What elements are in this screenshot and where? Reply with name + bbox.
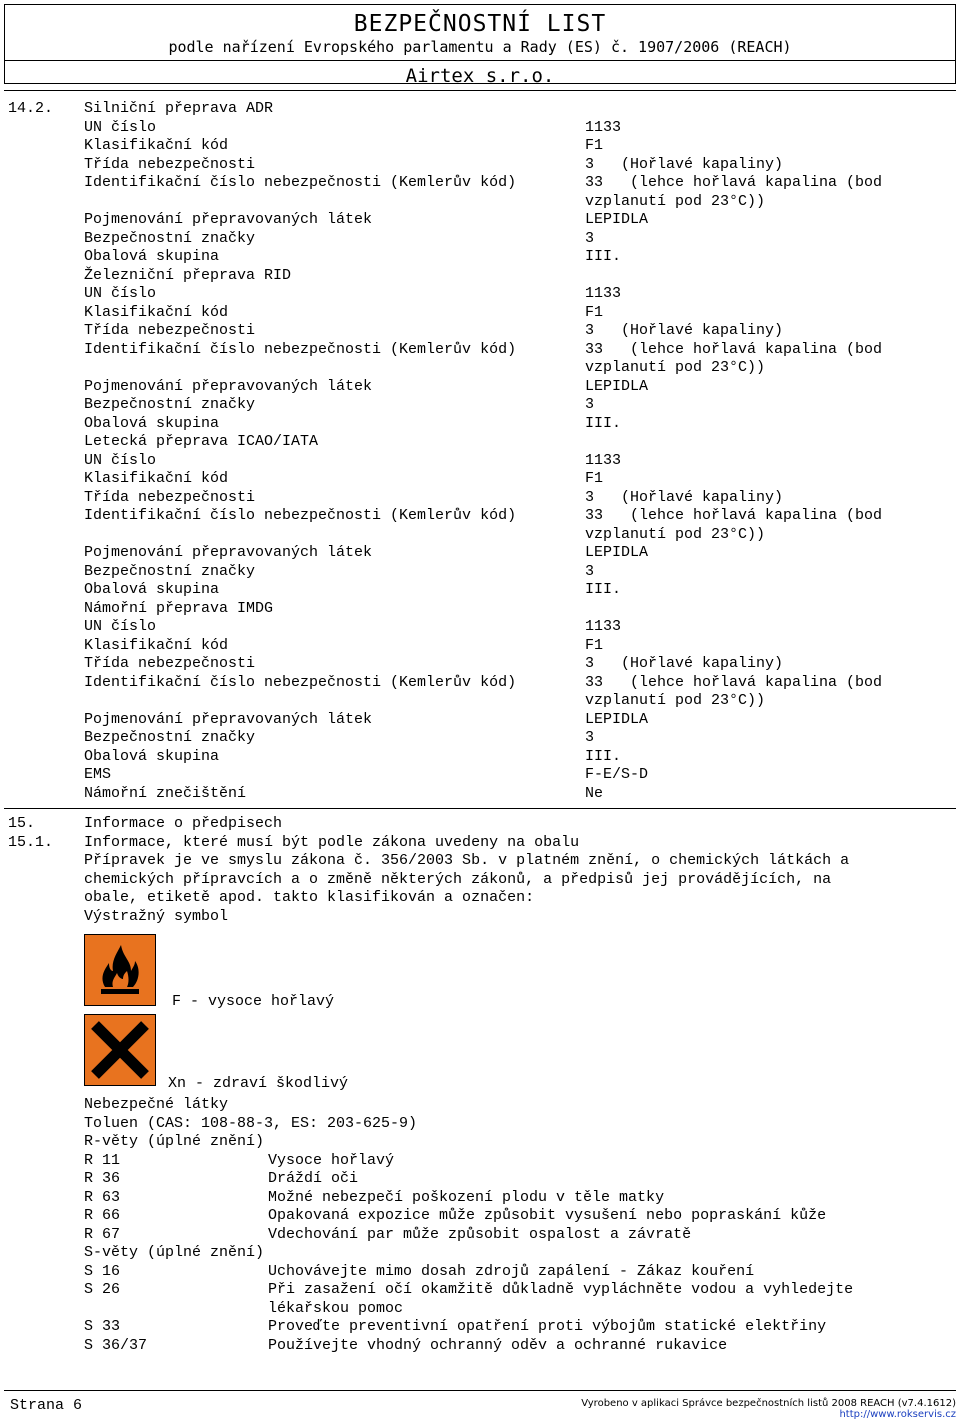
s-phrase-code: S 26 bbox=[84, 1281, 121, 1298]
field-value: F1 bbox=[585, 636, 604, 654]
page-number: Strana 6 bbox=[10, 1397, 83, 1414]
document-subtitle: podle nařízení Evropského parlamentu a Rady (ES) č. 1907/2006 (REACH) bbox=[168, 38, 792, 56]
field-value: F1 bbox=[585, 470, 604, 487]
field-label: Třída nebezpečnosti bbox=[84, 488, 256, 506]
flame-pictogram-icon bbox=[84, 934, 156, 1006]
r-phrase-text: Vdechování par může způsobit ospalost a závratě bbox=[268, 1225, 692, 1243]
field-label: Třída nebezpečnosti bbox=[84, 155, 256, 173]
field-label: Bezpečnostní značky bbox=[84, 562, 256, 580]
field-label: Námořní znečištění bbox=[84, 784, 247, 802]
s-phrase-text: Při zasažení očí okamžitě důkladně vypláchněte vodou a vyhledejte bbox=[268, 1281, 854, 1298]
field-value: III. bbox=[585, 248, 622, 265]
field-value: 3 (Hořlavé kapaliny) bbox=[585, 488, 784, 506]
field-label: Obalová skupina bbox=[84, 248, 220, 265]
field-value: III. bbox=[585, 747, 622, 765]
field-label: Identifikační číslo nebezpečnosti (Kemlerův kód) bbox=[84, 174, 517, 191]
r-phrase-code: R 66 bbox=[84, 1207, 121, 1224]
field-value: 3 bbox=[585, 229, 595, 247]
symbol-heading: Výstražný symbol bbox=[84, 907, 229, 925]
paragraph-line: obale, etiketě apod. takto klasifikován a označen: bbox=[84, 889, 535, 906]
field-label: Pojmenování přepravovaných látek bbox=[84, 710, 373, 728]
r-phrase-code: R 67 bbox=[84, 1225, 121, 1243]
subsection-number: 15.1. bbox=[8, 833, 54, 851]
r-phrase-code: R 36 bbox=[84, 1170, 121, 1187]
field-value: 1133 bbox=[585, 118, 622, 136]
section-title: Informace o předpisech bbox=[84, 815, 283, 832]
field-value: 33 (lehce hořlavá kapalina (bod bbox=[585, 507, 883, 524]
s-phrase-code: S 33 bbox=[84, 1318, 121, 1335]
r-phrase-text: Opakovaná expozice může způsobit vysušení nebo popraskání kůže bbox=[268, 1207, 827, 1224]
transport-mode-title: Letecká přeprava ICAO/IATA bbox=[84, 433, 319, 450]
symbol-label: Xn - zdraví škodlivý bbox=[168, 1075, 349, 1092]
field-value: 3 (Hořlavé kapaliny) bbox=[585, 155, 784, 173]
field-label: Identifikační číslo nebezpečnosti (Kemlerův kód) bbox=[84, 340, 517, 358]
field-label: Bezpečnostní značky bbox=[84, 229, 256, 247]
field-label: EMS bbox=[84, 766, 112, 783]
transport-mode-title: Námořní přeprava IMDG bbox=[84, 599, 274, 617]
s-phrase-code: S 36/37 bbox=[84, 1336, 148, 1354]
footer-divider bbox=[4, 1390, 956, 1391]
field-value: 3 bbox=[585, 562, 595, 580]
field-value: LEPIDLA bbox=[585, 544, 649, 561]
field-value: 3 bbox=[585, 729, 595, 746]
field-value: III. bbox=[585, 581, 622, 598]
company-name: Airtex s.r.o. bbox=[405, 65, 555, 87]
field-value: LEPIDLA bbox=[585, 211, 649, 228]
field-value: Ne bbox=[585, 784, 604, 802]
header-divider bbox=[5, 60, 955, 61]
section-number: 14.2. bbox=[8, 100, 54, 117]
field-label: Klasifikační kód bbox=[84, 303, 229, 321]
s-phrases-heading: S-věty (úplné znění) bbox=[84, 1244, 265, 1261]
field-value: 3 (Hořlavé kapaliny) bbox=[585, 655, 784, 672]
section-divider-top bbox=[4, 90, 956, 91]
paragraph-line: Přípravek je ve smyslu zákona č. 356/2003 Sb. v platném znění, o chemických látkách a bbox=[84, 852, 850, 869]
s-phrase-text: Používejte vhodný ochranný oděv a ochranné rukavice bbox=[268, 1336, 728, 1354]
field-value-continued: vzplanutí pod 23°C)) bbox=[585, 692, 766, 709]
s-phrase-text: Uchovávejte mimo dosah zdrojů zapálení - Zákaz kouření bbox=[268, 1262, 755, 1280]
field-value: 33 (lehce hořlavá kapalina (bod bbox=[585, 673, 883, 691]
field-label: Klasifikační kód bbox=[84, 636, 229, 654]
field-label: Obalová skupina bbox=[84, 414, 220, 432]
field-value: 1133 bbox=[585, 451, 622, 469]
field-value-continued: vzplanutí pod 23°C)) bbox=[585, 359, 766, 376]
field-label: UN číslo bbox=[84, 618, 157, 635]
document-title: BEZPEČNOSTNÍ LIST bbox=[353, 11, 607, 37]
field-value-continued: vzplanutí pod 23°C)) bbox=[585, 525, 766, 543]
symbol-label: F - vysoce hořlavý bbox=[172, 993, 335, 1010]
field-label: Obalová skupina bbox=[84, 581, 220, 598]
document-header bbox=[4, 4, 956, 87]
transport-mode-title: Silniční přeprava ADR bbox=[84, 100, 274, 117]
field-label: Identifikační číslo nebezpečnosti (Kemlerův kód) bbox=[84, 507, 517, 524]
field-label: Třída nebezpečnosti bbox=[84, 322, 256, 339]
r-phrases-heading: R-věty (úplné znění) bbox=[84, 1133, 265, 1150]
field-value: LEPIDLA bbox=[585, 710, 649, 728]
field-label: Obalová skupina bbox=[84, 747, 220, 765]
field-value-continued: vzplanutí pod 23°C)) bbox=[585, 192, 766, 210]
field-value: F1 bbox=[585, 137, 604, 154]
r-phrase-text: Dráždí oči bbox=[268, 1170, 359, 1187]
produced-by: Vyrobeno v aplikaci Správce bezpečnostních listů 2008 REACH (v7.4.1612) bbox=[581, 1398, 956, 1409]
field-label: UN číslo bbox=[84, 451, 157, 469]
field-value: 33 (lehce hořlavá kapalina (bod bbox=[585, 340, 883, 358]
s-phrase-text: Proveďte preventivní opatření proti výbojům statické elektřiny bbox=[268, 1318, 827, 1335]
field-label: Třída nebezpečnosti bbox=[84, 655, 256, 672]
r-phrase-code: R 63 bbox=[84, 1188, 121, 1206]
r-phrase-text: Vysoce hořlavý bbox=[268, 1151, 395, 1169]
section-divider bbox=[4, 808, 956, 809]
field-label: Identifikační číslo nebezpečnosti (Kemlerův kód) bbox=[84, 673, 517, 691]
field-value: F-E/S-D bbox=[585, 766, 649, 783]
transport-mode-title: Železniční přeprava RID bbox=[84, 266, 292, 284]
field-label: Pojmenování přepravovaných látek bbox=[84, 544, 373, 561]
field-label: Pojmenování přepravovaných látek bbox=[84, 377, 373, 395]
r-phrase-text: Možné nebezpečí poškození plodu v těle matky bbox=[268, 1188, 665, 1206]
field-value: III. bbox=[585, 414, 622, 432]
field-value: 1133 bbox=[585, 618, 622, 635]
field-value: 3 (Hořlavé kapaliny) bbox=[585, 322, 784, 339]
field-value: 33 (lehce hořlavá kapalina (bod bbox=[585, 174, 883, 191]
field-value: 1133 bbox=[585, 285, 622, 302]
field-label: Klasifikační kód bbox=[84, 137, 229, 154]
field-label: UN číslo bbox=[84, 118, 157, 136]
field-label: Pojmenování přepravovaných látek bbox=[84, 211, 373, 228]
section-number: 15. bbox=[8, 815, 36, 832]
field-label: Klasifikační kód bbox=[84, 470, 229, 487]
s-phrase-code: S 16 bbox=[84, 1262, 121, 1280]
field-label: Bezpečnostní značky bbox=[84, 396, 256, 413]
paragraph-line: chemických přípravcích a o změně některých zákonů, a předpisů jej provádějících, na bbox=[84, 870, 832, 888]
vendor-link[interactable]: http://www.rokservis.cz bbox=[839, 1409, 956, 1420]
s-phrase-text-continued: lékařskou pomoc bbox=[268, 1299, 404, 1317]
subsection-title: Informace, které musí být podle zákona uvedeny na obalu bbox=[84, 833, 580, 851]
field-value: 3 bbox=[585, 396, 595, 413]
cross-pictogram-icon bbox=[84, 1014, 156, 1086]
hazardous-substance: Toluen (CAS: 108-88-3, ES: 203-625-9) bbox=[84, 1114, 418, 1132]
r-phrase-code: R 11 bbox=[84, 1151, 121, 1169]
hazardous-heading: Nebezpečné látky bbox=[84, 1096, 229, 1113]
field-label: Bezpečnostní značky bbox=[84, 729, 256, 746]
field-value: LEPIDLA bbox=[585, 377, 649, 395]
field-value: F1 bbox=[585, 303, 604, 321]
field-label: UN číslo bbox=[84, 285, 157, 302]
